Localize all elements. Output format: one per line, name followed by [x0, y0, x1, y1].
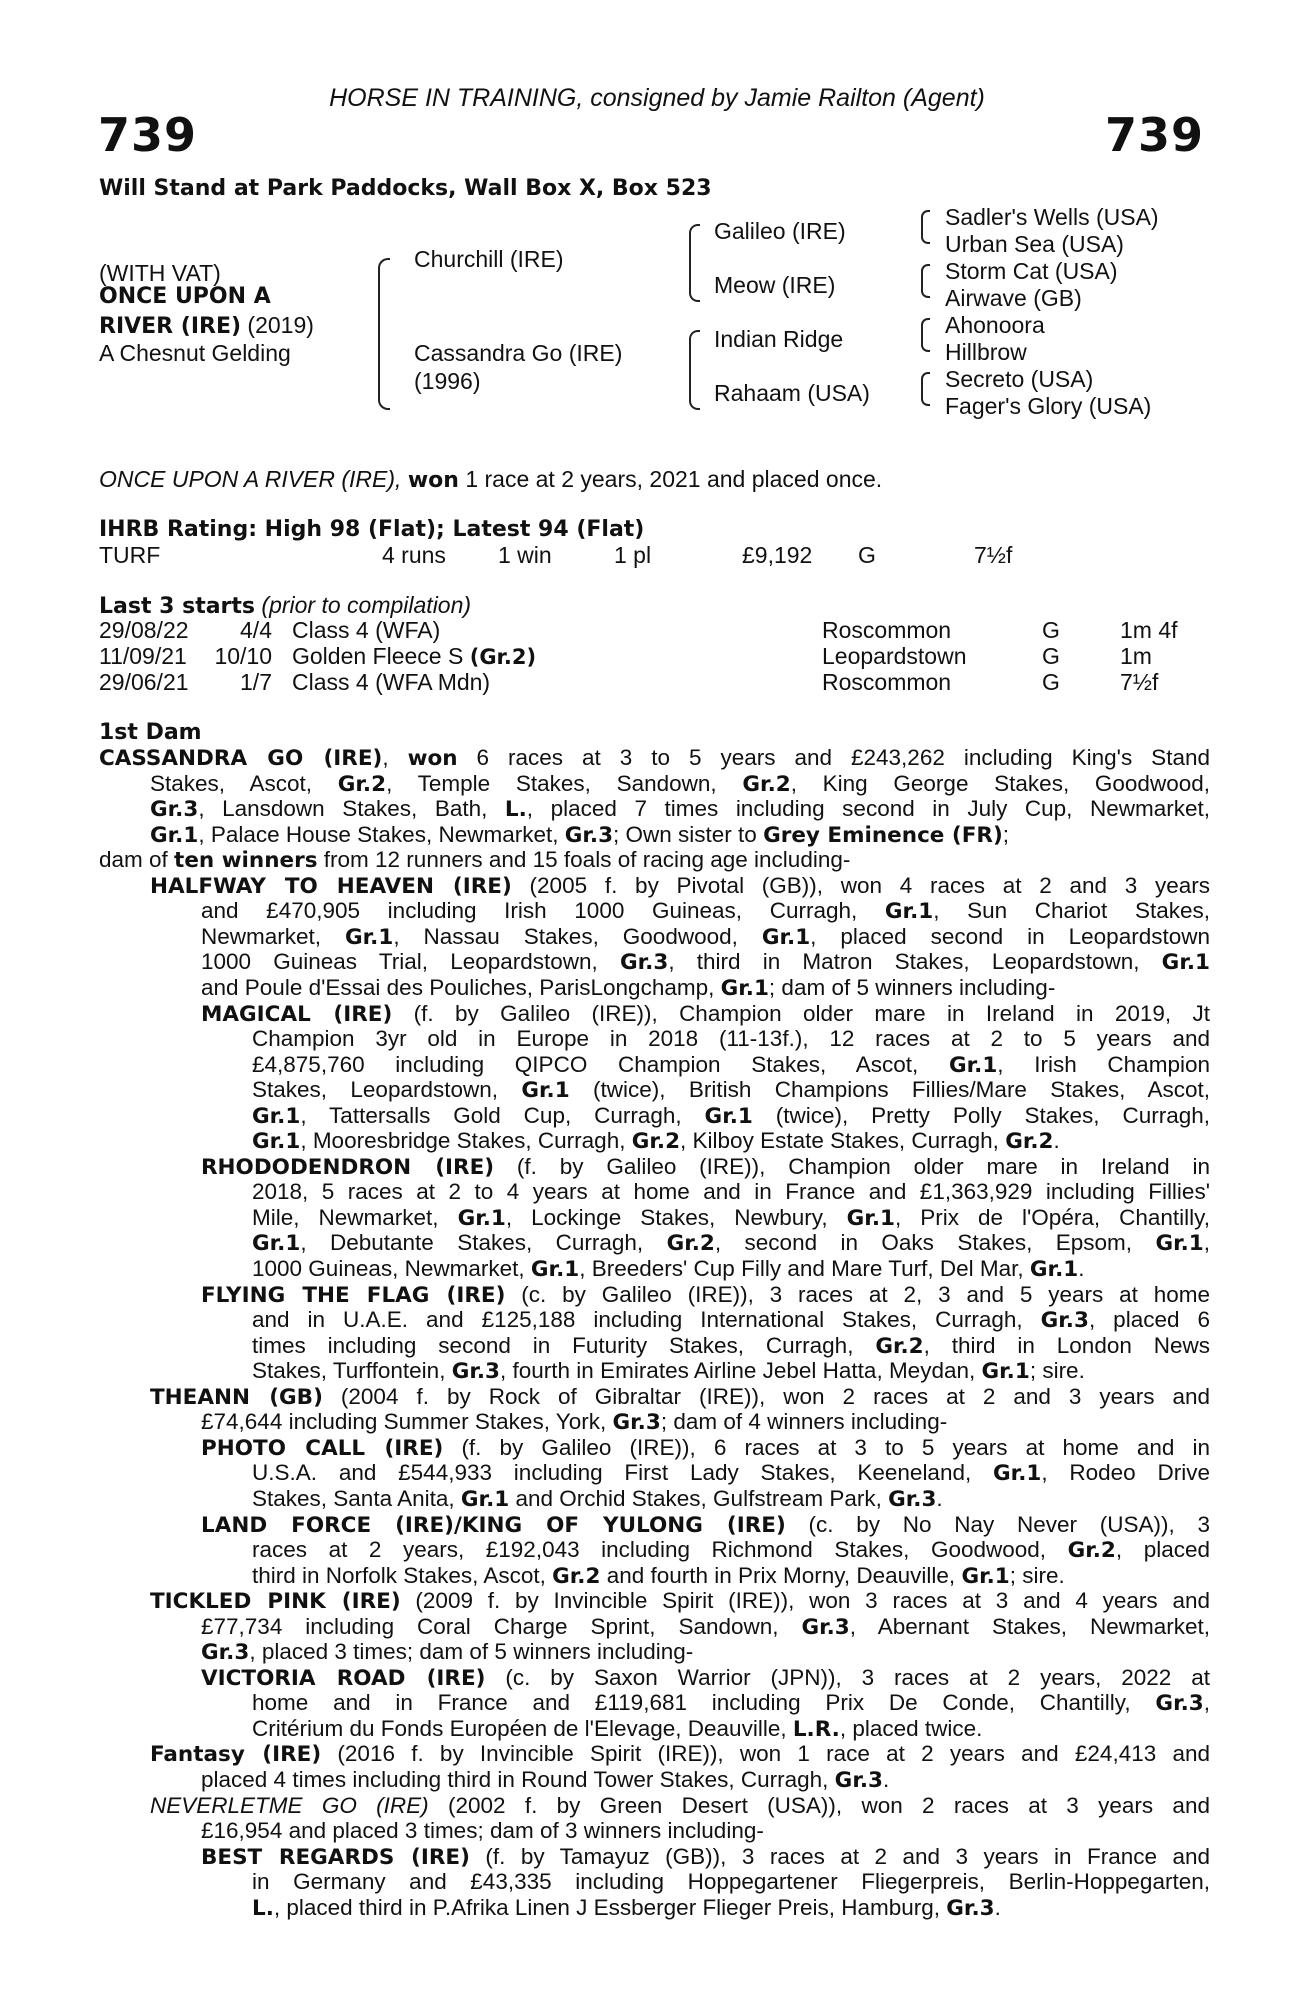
text: , Palace House Stakes, Newmarket, [198, 821, 565, 847]
text: £4,875,760 including QIPCO Champion Stakes, Ascot, [252, 1051, 949, 1077]
text: (f. by Galileo (IRE)), 6 races at 3 to 5 years at home and in [443, 1434, 1210, 1460]
pedigree-sire-dam: Meow (IRE) [714, 272, 836, 298]
dam-line [252, 1563, 1065, 1589]
text: £74,644 including Summer Stakes, York, [201, 1409, 613, 1435]
text: dam of [99, 847, 175, 873]
dam-line [201, 1512, 1210, 1538]
text: , placed second in Leopardstown [810, 923, 1210, 949]
bold-text: Gr.1 [993, 1461, 1042, 1487]
bold-text: L. [252, 1895, 274, 1921]
lot-number-left: 739 [98, 108, 198, 162]
text: , third in London News [923, 1332, 1210, 1358]
start-course: Roscommon [822, 617, 952, 643]
text: races at 2 years, £192,043 including Richmond Stakes, Goodwood, [252, 1537, 1068, 1563]
pedigree-brace-sd [921, 264, 930, 298]
dam-line [252, 1486, 943, 1512]
bold-text: Gr.2 [337, 771, 387, 797]
rating-wins: 1 win [498, 542, 552, 568]
bold-text: Gr.1 [252, 1103, 301, 1129]
bold-text: Gr.1 [948, 1052, 998, 1078]
start-going: G [1042, 669, 1060, 695]
text: . [882, 1767, 890, 1792]
text: (2002 f. by Green Desert (USA)), won 2 races at 3 years and [428, 1792, 1210, 1818]
bold-text: Gr.3 [1155, 1691, 1204, 1717]
text: ; sire. [1029, 1358, 1085, 1384]
text: , [382, 745, 408, 770]
bold-text: THEANN (GB) [150, 1384, 323, 1410]
pedigree-sire: Churchill (IRE) [414, 246, 564, 272]
start-date: 11/09/21 [99, 643, 187, 669]
text: , Nassau Stakes, Goodwood, [393, 923, 762, 949]
text: , [1203, 1230, 1211, 1256]
start-race: Class 4 (WFA Mdn) [292, 669, 491, 695]
text: . [1053, 1128, 1060, 1154]
bold-text: Gr.1 [457, 1205, 506, 1231]
bold-text: Gr.2 [1067, 1538, 1116, 1564]
bold-text: Gr.1 [521, 1078, 570, 1104]
dam-line [252, 1716, 982, 1742]
text: (twice), British Champions Fillies/Mare Stakes, Ascot, [569, 1077, 1210, 1103]
dam-line [201, 1435, 1210, 1461]
dam-line [150, 873, 1210, 899]
pedigree-dam-sire: Indian Ridge [714, 326, 844, 352]
dam-line [252, 1895, 1001, 1921]
bold-text: Fantasy (IRE) [150, 1742, 322, 1768]
bold-text: Gr.1 [884, 899, 934, 925]
pedigree-sds: Storm Cat (USA) [945, 258, 1118, 284]
pedigree-brace-dam [689, 330, 700, 410]
text: Stakes, Santa Anita, [252, 1485, 461, 1511]
bold-text: won [407, 746, 458, 771]
dam-line [201, 1818, 764, 1843]
text: , placed 7 times including second in July Cup, Newmarket, [526, 796, 1210, 822]
text: (c. by No Nay Never (USA)), 3 [785, 1511, 1210, 1537]
text: placed 4 times including third in Round Tower Stakes, Curragh, [201, 1767, 835, 1792]
bold-text: Gr.1 [761, 924, 811, 950]
dam-line [252, 1460, 1210, 1486]
start-pos: 4/4 [240, 617, 272, 643]
horse-name-line1: ONCE UPON A [99, 284, 271, 309]
start-dist: 1m [1120, 643, 1152, 669]
text: (2009 f. by Invincible Spirit (IRE)), won 3 races at 3 and 4 years and [400, 1588, 1210, 1614]
text: (twice), Pretty Polly Stakes, Curragh, [752, 1102, 1210, 1128]
vat-label: (WITH VAT) [99, 260, 221, 286]
dam-line [252, 1205, 1210, 1231]
bold-text: Gr.1 [252, 1231, 301, 1257]
bold-text: Gr.1 [530, 1257, 580, 1282]
start-date: 29/08/22 [99, 617, 189, 643]
text: and Poule d'Essai des Pouliches, ParisLongchamp, [201, 974, 721, 1000]
dam-line [150, 1588, 1210, 1614]
text: , placed [1115, 1537, 1210, 1563]
bold-text: Grey Eminence (FR) [763, 822, 1003, 848]
dam-line [201, 898, 1210, 924]
bold-text: Gr.1 [720, 975, 769, 1001]
pedigree-dam: Cassandra Go (IRE) [414, 340, 623, 366]
bold-text: Gr.1 [961, 1563, 1010, 1589]
text: (f. by Galileo (IRE)), Champion older mare in Ireland in [494, 1153, 1211, 1179]
sale-header: HORSE IN TRAINING, consigned by Jamie Railton (Agent) [329, 84, 985, 112]
bold-text: Gr.1 [704, 1103, 753, 1129]
text: , Rodeo Drive [1041, 1460, 1211, 1486]
text: and in U.A.E. and £125,188 including International Stakes, Curragh, [252, 1307, 1041, 1333]
text: Champion 3yr old in Europe in 2018 (11-13f.), 12 races at 2 to 5 years and [252, 1026, 1210, 1052]
bold-text: VICTORIA ROAD (IRE) [201, 1665, 486, 1691]
start-race: Golden Fleece S (Gr.2) [292, 643, 537, 669]
pedigree-brace-ss [921, 210, 930, 244]
dam-line [150, 1384, 1210, 1410]
dam-line [201, 924, 1210, 950]
text: (2004 f. by Rock of Gibraltar (IRE)), won 2 races at 2 and 3 years and [322, 1383, 1210, 1409]
bold-text: ten winners [174, 848, 318, 874]
text: (c. by Saxon Warrior (JPN)), 3 races at 2 years, 2022 at [485, 1664, 1210, 1690]
dam-line [201, 1844, 1210, 1870]
rating-title: IHRB Rating: High 98 (Flat); Latest 94 (Flat) [99, 517, 645, 542]
rating-places: 1 pl [614, 542, 652, 568]
text: 6 races at 3 to 5 years and £243,262 including King's Stand [457, 745, 1210, 770]
start-course: Leopardstown [822, 643, 967, 669]
text: third in Norfolk Stakes, Ascot, [252, 1562, 553, 1588]
dam-line [252, 1077, 1210, 1103]
bold-text: L.R. [792, 1716, 840, 1742]
pedigree-brace-main [378, 258, 390, 410]
rating-earnings: £9,192 [742, 542, 813, 568]
text: 1000 Guineas Trial, Leopardstown, [201, 949, 620, 975]
bold-text: Gr.1 [1155, 1231, 1204, 1257]
bold-text: BEST REGARDS (IRE) [201, 1844, 470, 1870]
text: , Prix de l'Opéra, Chantilly, [894, 1204, 1210, 1230]
text: from 12 runners and 15 foals of racing age including- [317, 847, 851, 873]
text: , Abernant Stakes, Newmarket, [849, 1613, 1210, 1639]
bold-text: Gr.2 [742, 771, 791, 797]
bold-text: L. [504, 797, 527, 823]
dam-line [252, 1690, 1210, 1716]
text: . [994, 1894, 1001, 1920]
text: Stakes, Leopardstown, [252, 1077, 522, 1103]
start-pos: 10/10 [214, 643, 272, 669]
bold-text: Gr.2 [875, 1333, 924, 1359]
text: in Germany and £43,335 including Hoppegartener Fliegerpreis, Berlin-Hoppegarten, [252, 1869, 1210, 1895]
dam-line [252, 1869, 1210, 1894]
text: , Breeders' Cup Filly and Mare Turf, Del Mar, [579, 1256, 1030, 1281]
text: £16,954 and placed 3 times; dam of 3 winners including- [201, 1818, 764, 1844]
bold-text: Gr.3 [801, 1614, 850, 1640]
pedigree-ssd: Urban Sea (USA) [945, 231, 1124, 257]
text: Critérium du Fonds Européen de l'Elevage, Deauville, [252, 1715, 793, 1741]
dam-line [252, 1128, 1060, 1154]
pedigree-dsd: Hillbrow [945, 339, 1027, 365]
dam-line [201, 1767, 889, 1793]
text: U.S.A. and £544,933 including First Lady Stakes, Keeneland, [252, 1460, 994, 1486]
dam-line [201, 975, 1055, 1001]
dam-line [252, 1307, 1210, 1333]
bold-text: Gr.2 [552, 1563, 601, 1589]
dam-line [252, 1537, 1210, 1563]
pedigree-brace-sire [689, 224, 700, 302]
text: ; sire. [1009, 1562, 1065, 1588]
text: £77,734 including Coral Charge Sprint, Sandown, [201, 1613, 802, 1639]
dam-line [252, 1179, 1210, 1204]
dam-line [99, 847, 850, 873]
bold-text: Gr.3 [620, 950, 669, 976]
horse-name-line2: RIVER (IRE) (2019) [99, 312, 314, 339]
bold-text: RHODODENDRON (IRE) [201, 1154, 495, 1180]
bold-text: Gr.1 [460, 1486, 510, 1512]
text: . [1078, 1256, 1085, 1281]
text: ; dam of 4 winners including- [660, 1409, 948, 1435]
bold-text: Gr.1 [846, 1205, 895, 1231]
dam-line [201, 1154, 1210, 1180]
dam-line [150, 1741, 1210, 1767]
text: , Lansdown Stakes, Bath, [198, 796, 505, 822]
text: Mile, Newmarket, [252, 1204, 458, 1230]
dam-line [252, 1026, 1210, 1051]
bold-text: Gr.3 [946, 1895, 995, 1921]
bold-text: Gr.1 [1029, 1257, 1079, 1282]
text: , placed third in P.Afrika Linen J Essberger Flieger Preis, Hamburg, [273, 1894, 947, 1920]
dam-line [252, 1358, 1085, 1384]
text: . [936, 1485, 943, 1511]
dam-line [150, 796, 1210, 822]
text: (f. by Galileo (IRE)), Champion older mare in Ireland in 2019, Jt [392, 1000, 1210, 1026]
text: and £470,905 including Irish 1000 Guineas, Curragh, [201, 898, 885, 924]
text: Stakes, Ascot, [150, 770, 338, 796]
dam-line [201, 1409, 947, 1435]
dam-line [201, 1665, 1210, 1691]
dam-line [201, 1282, 1210, 1308]
pedigree-sdd: Airwave (GB) [945, 285, 1082, 311]
start-date: 29/06/21 [99, 669, 189, 695]
pedigree-dam-year: (1996) [414, 368, 481, 394]
text: , Sun Chariot Stakes, [933, 898, 1210, 924]
bold-text: Gr.2 [666, 1231, 715, 1257]
dam-line [150, 822, 1009, 848]
dam-line [252, 1256, 1084, 1282]
pedigree-dss: Ahonoora [945, 312, 1045, 338]
lot-number-right: 739 [1104, 108, 1204, 162]
text: and fourth in Prix Morny, Deauville, [600, 1562, 962, 1588]
text: , Lockinge Stakes, Newbury, [505, 1204, 847, 1230]
race-summary: ONCE UPON A RIVER (IRE), won 1 race at 2 years, 2021 and placed once. [99, 466, 883, 493]
bold-text: TICKLED PINK (IRE) [150, 1589, 401, 1615]
pedigree-dds: Secreto (USA) [945, 366, 1094, 392]
dam-section-title: 1st Dam [99, 720, 202, 745]
bold-text: MAGICAL (IRE) [201, 1001, 393, 1027]
bold-text: CASSANDRA GO (IRE) [99, 746, 383, 771]
start-race-grade: (Gr.2) [469, 645, 537, 669]
bold-text: Gr.3 [201, 1640, 250, 1666]
bold-text: Gr.3 [1040, 1308, 1089, 1334]
bold-text: HALFWAY TO HEAVEN (IRE) [150, 873, 512, 899]
bold-text: Gr.1 [1161, 950, 1210, 976]
text: ; dam of 5 winners including- [768, 974, 1056, 1000]
text: , fourth in Emirates Airline Jebel Hatta, Meydan, [500, 1358, 982, 1384]
start-race: Class 4 (WFA) [292, 617, 441, 643]
last-starts-title: Last 3 starts (prior to compilation) [99, 592, 472, 619]
bold-text: Gr.2 [1005, 1129, 1054, 1155]
text: times including second in Futurity Stakes, Curragh, [252, 1332, 876, 1358]
rating-surface: TURF [99, 542, 161, 568]
text: , Temple Stakes, Sandown, [386, 770, 743, 796]
dam-line [99, 745, 1210, 771]
pedigree-brace-ds [921, 318, 930, 352]
bold-text: Gr.3 [564, 822, 614, 848]
text: , placed 6 [1088, 1307, 1210, 1333]
text: (c. by Galileo (IRE)), 3 races at 2, 3 and 5 years at home [505, 1281, 1210, 1307]
bold-text: Gr.3 [612, 1410, 661, 1436]
text: , King George Stakes, Goodwood, [790, 770, 1210, 796]
bold-text: Gr.2 [631, 1129, 681, 1155]
dam-line [201, 1639, 693, 1665]
bold-text: Gr.1 [345, 924, 394, 950]
text: (2005 f. by Pivotal (GB)), won 4 races at 2 and 3 years [511, 872, 1210, 898]
start-dist: 7½f [1120, 669, 1159, 695]
text: ; [1002, 821, 1010, 847]
bold-text: Gr.3 [888, 1486, 937, 1512]
text: , Irish Champion [997, 1051, 1210, 1077]
start-pos: 1/7 [240, 669, 272, 695]
dam-line [201, 949, 1210, 975]
italic-text: NEVERLETME GO (IRE) [150, 1792, 429, 1818]
bold-text: Gr.3 [451, 1359, 501, 1385]
text: home and in France and £119,681 including Prix De Conde, Chantilly, [252, 1690, 1156, 1716]
text: 1000 Guineas, Newmarket, [252, 1256, 531, 1281]
text: , Mooresbridge Stakes, Curragh, [300, 1128, 632, 1154]
text: , placed twice. [839, 1715, 983, 1741]
bold-text: Gr.3 [834, 1768, 883, 1793]
dam-line [252, 1103, 1210, 1129]
pedigree-ddd: Fager's Glory (USA) [945, 393, 1152, 419]
text: , Debutante Stakes, Curragh, [300, 1230, 667, 1256]
dam-line [201, 1614, 1210, 1640]
bold-text: LAND FORCE (IRE)/KING OF YULONG (IRE) [201, 1512, 786, 1538]
text: , second in Oaks Stakes, Epsom, [714, 1230, 1156, 1256]
dam-line [252, 1230, 1210, 1256]
rating-runs: 4 runs [382, 542, 446, 568]
text: , placed 3 times; dam of 5 winners including- [249, 1639, 694, 1665]
text: (f. by Tamayuz (GB)), 3 races at 2 and 3 years in France and [469, 1843, 1210, 1869]
pedigree-brace-dd [921, 372, 930, 406]
pedigree-dam-dam: Rahaam (USA) [714, 380, 870, 406]
dam-line [150, 1793, 1210, 1818]
bold-text: Gr.1 [150, 822, 199, 848]
pedigree-sire-sire: Galileo (IRE) [714, 218, 846, 244]
dam-line [252, 1333, 1210, 1359]
start-dist: 1m 4f [1120, 617, 1178, 643]
bold-text: PHOTO CALL (IRE) [201, 1435, 444, 1461]
stand-location: Will Stand at Park Paddocks, Wall Box X, Box 523 [99, 176, 712, 201]
text: Newmarket, [201, 923, 345, 949]
dam-line [201, 1001, 1210, 1027]
bold-text: Gr.1 [981, 1359, 1030, 1385]
text: , Kilboy Estate Stakes, Curragh, [680, 1128, 1006, 1154]
text: , third in Matron Stakes, Leopardstown, [668, 949, 1162, 975]
rating-distance: 7½f [974, 542, 1013, 568]
text: ; Own sister to [613, 821, 764, 847]
text: (2016 f. by Invincible Spirit (IRE)), won 1 race at 2 years and £24,413 and [321, 1741, 1211, 1767]
pedigree-sss: Sadler's Wells (USA) [945, 204, 1159, 230]
bold-text: Gr.1 [252, 1129, 301, 1155]
bold-text: FLYING THE FLAG (IRE) [201, 1282, 506, 1308]
text: Stakes, Turffontein, [252, 1358, 452, 1384]
bold-text: Gr.3 [150, 797, 199, 823]
text: and Orchid Stakes, Gulfstream Park, [509, 1485, 889, 1511]
text: , [1203, 1690, 1210, 1716]
start-going: G [1042, 617, 1060, 643]
start-going: G [1042, 643, 1060, 669]
dam-line [252, 1052, 1210, 1078]
horse-description: A Chesnut Gelding [99, 340, 291, 366]
dam-line [150, 771, 1210, 797]
start-course: Roscommon [822, 669, 952, 695]
text: 2018, 5 races at 2 to 4 years at home and in France and £1,363,929 including Fillies' [252, 1179, 1210, 1205]
rating-going: G [858, 542, 876, 568]
text: , Tattersalls Gold Cup, Curragh, [300, 1102, 705, 1128]
